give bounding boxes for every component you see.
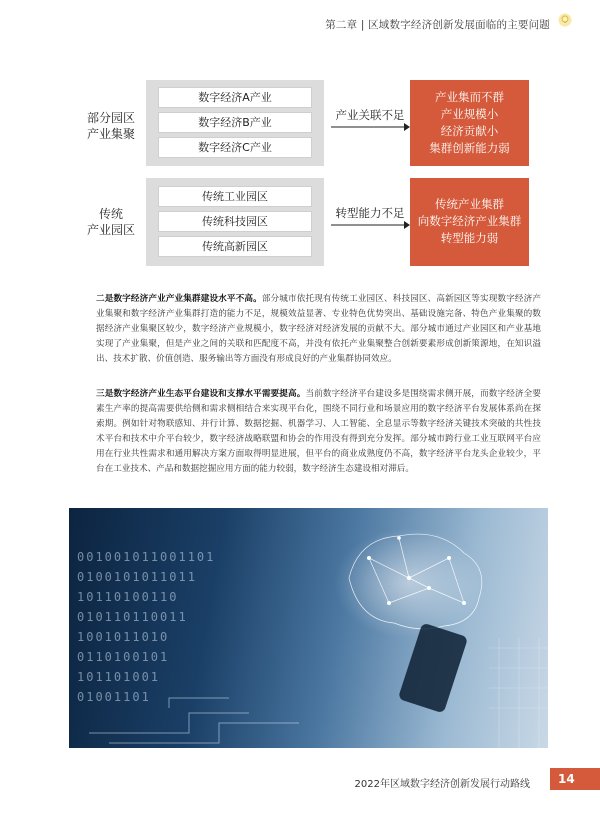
paragraph-ecosystem-platform <box>96 387 541 477</box>
arrow-right-icon <box>331 122 411 132</box>
page-number: 14 <box>550 768 600 790</box>
paragraph-lead: 二是数字经济产业产业集群建设水平不高。 <box>96 294 262 304</box>
binary-text: 0110100101 <box>77 650 170 664</box>
group1-result-box: 产业集而不群 产业规模小 经济贡献小 集群创新能力弱 <box>410 80 529 166</box>
binary-text: 1001011010 <box>77 630 170 644</box>
binary-text: 0100101011011 <box>77 570 197 584</box>
group1-item: 数字经济C产业 <box>158 137 312 158</box>
group2-item: 传统科技园区 <box>158 211 312 232</box>
paragraph-lead: 三是数字经济产业生态平台建设和支撑水平需要提高。 <box>96 389 306 399</box>
paragraph-body: 当前数字经济平台建设多是围绕需求侧开展，而数字经济全要素生产率的提高需要供给侧和需求侧相结合来实现平台化，围绕不同行业和场景应用的数字经济平台发展体系尚在探索期。例如针对物联感知、并行计算、数据挖掘、机器学习、人工智能、全息显示等数字经济关键技术突破的共性技术平台和技术中介平台较少，数字经济战略联盟和协会的作用没有得到充分发挥。部分城市跨行业工业互联网平台应用在行业共性需求和通用解决方案方面取得明显进展，但平台的商业成熟度仍不高，数字经济平台龙头企业较少，平台在工业技术、产品和数据挖掘应用方面的能力较弱，数字经济生态建设相对滞后。 <box>96 389 541 474</box>
group2-item: 传统工业园区 <box>158 186 312 207</box>
binary-text: 101101001 <box>77 670 161 684</box>
group2-arrow-label: 转型能力不足 <box>335 206 405 220</box>
paragraph-body: 部分城市依托现有传统工业园区、科技园区、高新园区等实现数字经济产业集聚和数字经济产业集群打造的能力不足，规模效益显著、专业特色优势突出、基础设施完备、特色产业集聚的数据经济产业集聚区较少，数字经济产业规模小，数字经济对经济发展的贡献不大。部分城市通过产业园区和产业基地实现了产业集聚，但是产业之间的关联和匹配度不高，并没有依托产业集聚整合创新要素形成创新策源地，在知识溢出、技术扩散、价值创造、服务输出等方面没有形成良好的产业集群协同效应。 <box>96 294 541 364</box>
arrow-right-icon <box>331 220 411 230</box>
group1-panel <box>146 80 324 166</box>
lightbulb-icon <box>558 13 572 27</box>
group1-label: 部分园区 产业集聚 <box>86 111 135 141</box>
chapter-header: 第二章 | 区域数字经济创新发展面临的主要问题 <box>325 19 550 31</box>
binary-text: 10110100110 <box>77 590 179 604</box>
group2-result-box: 传统产业集群 向数字经济产业集群 转型能力弱 <box>410 178 529 266</box>
group2-label: 传统 产业园区 <box>86 207 135 237</box>
group2-panel <box>146 178 324 266</box>
paragraph-industry-cluster <box>96 292 541 367</box>
binary-text: 01001101 <box>77 690 151 704</box>
group1-arrow-label: 产业关联不足 <box>335 108 405 122</box>
footer-title: 2022年区域数字经济创新发展行动路线 <box>354 779 530 790</box>
digital-brain-photo <box>69 508 548 748</box>
binary-text: 010110110011 <box>77 610 188 624</box>
group1-item: 数字经济B产业 <box>158 112 312 133</box>
brain-network-icon <box>69 508 548 748</box>
group1-item: 数字经济A产业 <box>158 87 312 108</box>
binary-text: 001001011001101 <box>77 550 216 564</box>
group2-item: 传统高新园区 <box>158 236 312 257</box>
